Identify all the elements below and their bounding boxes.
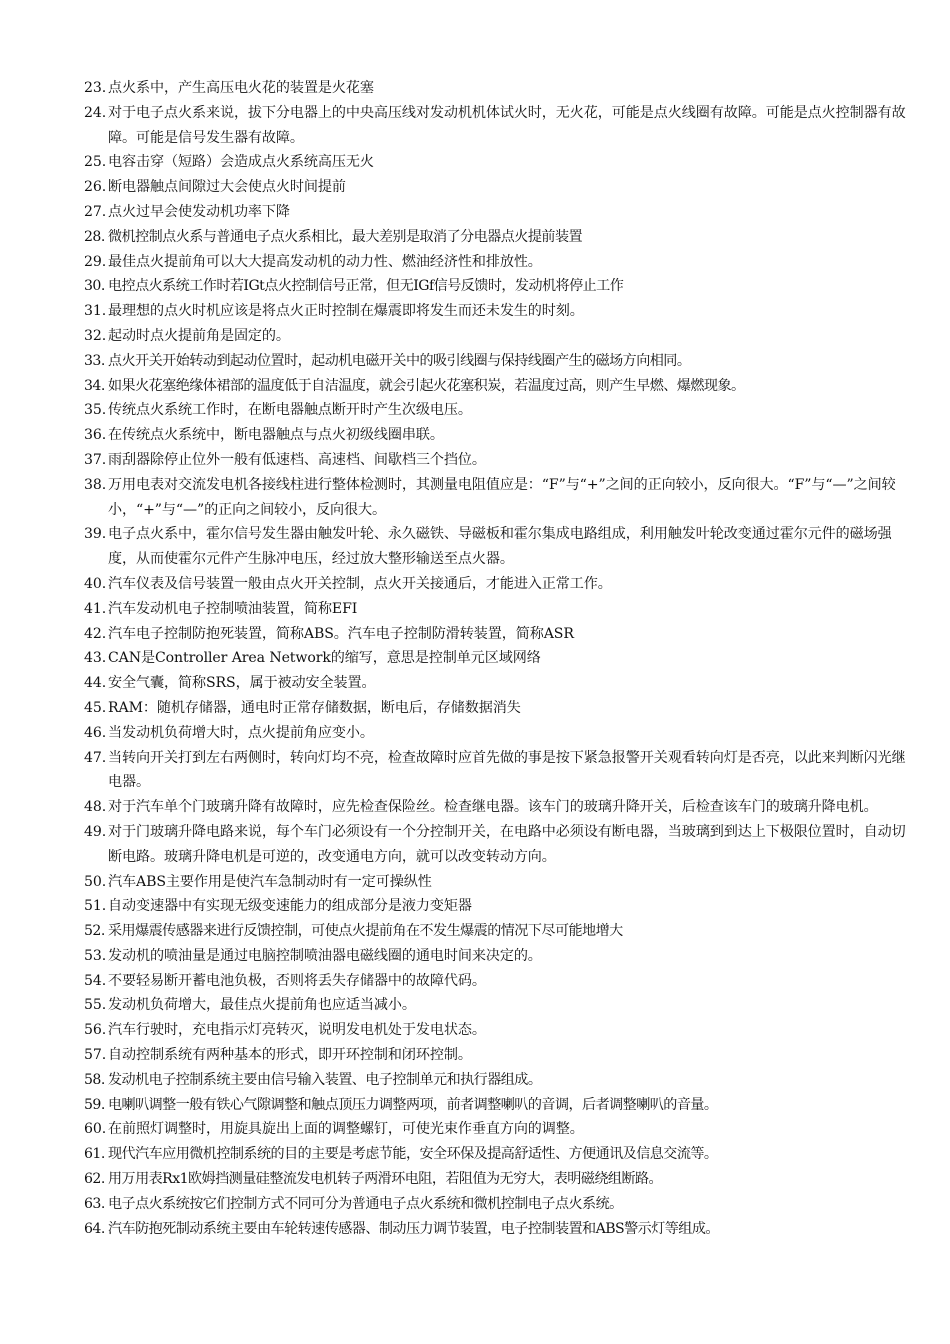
list-item bbox=[84, 1167, 910, 1192]
item-text: 点火过早会使发动机功率下降 bbox=[108, 203, 290, 220]
item-number: 38. bbox=[84, 476, 107, 493]
item-text: 汽车发动机电子控制喷油装置，简称EFI bbox=[108, 600, 358, 617]
item-text: 安全气囊，简称SRS，属于被动安全装置。 bbox=[108, 675, 376, 692]
item-text: 在传统点火系统中，断电器触点与点火初级线圈串联。 bbox=[108, 427, 444, 444]
item-text: 汽车行驶时，充电指示灯亮转灭，说明发电机处于发电状态。 bbox=[108, 1022, 486, 1039]
item-text: 电控点火系统工作时若IGt点火控制信号正常，但无IGf信号反馈时，发动机将停止工作 bbox=[108, 278, 624, 295]
list-item bbox=[84, 1093, 910, 1118]
list-item bbox=[84, 225, 910, 250]
item-text: 对于电子点火系来说，拔下分电器上的中央高压线对发动机机体试火时，无火花，可能是点火线圈有故障。可能是点火控制器有故障。可能是信号发生器有故障。 bbox=[108, 104, 906, 146]
list-item bbox=[84, 250, 910, 275]
list-item bbox=[84, 597, 910, 622]
item-text: 汽车防抱死制动系统主要由车轮转速传感器、制动压力调节装置，电子控制装置和ABS警示灯等组成。 bbox=[108, 1220, 719, 1237]
list-item bbox=[84, 1043, 910, 1068]
list-item bbox=[84, 993, 910, 1018]
item-number: 64. bbox=[84, 1220, 105, 1237]
item-text: 发动机的喷油量是通过电脑控制喷油器电磁线圈的通电时间来决定的。 bbox=[108, 947, 542, 964]
item-number: 51. bbox=[84, 898, 107, 915]
item-text: 发动机负荷增大，最佳点火提前角也应适当减小。 bbox=[108, 997, 416, 1014]
item-number: 40. bbox=[84, 575, 107, 592]
list-item bbox=[84, 324, 910, 349]
item-number: 23. bbox=[84, 80, 107, 96]
list-item bbox=[84, 622, 910, 647]
item-number: 45. bbox=[84, 699, 107, 716]
list-item bbox=[84, 423, 910, 448]
item-text: RAM：随机存储器，通电时正常存储数据，断电后，存储数据消失 bbox=[108, 699, 521, 716]
item-text: 电容击穿（短路）会造成点火系统高压无火 bbox=[108, 154, 374, 171]
item-number: 57. bbox=[84, 1047, 107, 1064]
list-item bbox=[84, 820, 910, 870]
item-text: 电子点火系统按它们控制方式不同可分为普通电子点火系统和微机控制电子点火系统。 bbox=[108, 1195, 623, 1212]
list-item bbox=[84, 398, 910, 423]
list-item bbox=[84, 299, 910, 324]
item-text: 汽车ABS主要作用是使汽车急制动时有一定可操纵性 bbox=[108, 873, 432, 890]
item-number: 39. bbox=[84, 526, 107, 543]
item-text: 对于汽车单个门玻璃升降有故障时，应先检查保险丝。检查继电器。该车门的玻璃升降开关，后检查该车门的玻璃升降电机。 bbox=[108, 799, 878, 816]
item-text: 最佳点火提前角可以大大提高发动机的动力性、燃油经济性和排放性。 bbox=[108, 253, 542, 270]
item-number: 60. bbox=[84, 1121, 107, 1138]
item-text: 微机控制点火系与普通电子点火系相比，最大差别是取消了分电器点火提前装置 bbox=[108, 228, 583, 245]
item-text: 发动机电子控制系统主要由信号输入装置、电子控制单元和执行器组成。 bbox=[108, 1071, 542, 1088]
item-text: 雨刮器除停止位外一般有低速档、高速档、间歇档三个挡位。 bbox=[108, 451, 486, 468]
item-number: 49. bbox=[84, 823, 107, 840]
item-text: 汽车电子控制防抱死装置，简称ABS。汽车电子控制防滑转装置，简称ASR bbox=[108, 625, 574, 642]
list-item bbox=[84, 1117, 910, 1142]
list-item bbox=[84, 671, 910, 696]
item-number: 55. bbox=[84, 997, 107, 1014]
item-text: 汽车仪表及信号装置一般由点火开关控制，点火开关接通后，才能进入正常工作。 bbox=[108, 575, 612, 592]
item-text: 起动时点火提前角是固定的。 bbox=[108, 327, 290, 344]
item-text: 点火系中，产生高压电火花的装置是火花塞 bbox=[108, 80, 374, 96]
item-number: 29. bbox=[84, 253, 107, 270]
item-text: CAN是Controller Area Network的缩写，意思是控制单元区域网络 bbox=[108, 650, 541, 667]
list-item bbox=[84, 870, 910, 895]
item-number: 24. bbox=[84, 104, 107, 121]
item-text: 对于门玻璃升降电路来说，每个车门必须设有一个分控制开关，在电路中必须设有断电器，当玻璃到到达上下极限位置时，自动切断电路。玻璃升降电机是可逆的，改变通电方向，就可以改变转动方向。 bbox=[108, 823, 906, 865]
list-item bbox=[84, 572, 910, 597]
item-text: 当转向开关打到左右两侧时，转向灯均不亮，检查故障时应首先做的事是按下紧急报警开关观看转向灯是否亮，以此来判断闪光继电器。 bbox=[108, 749, 906, 791]
list-item bbox=[84, 1217, 910, 1242]
list-item bbox=[84, 522, 910, 572]
item-text: 点火开关开始转动到起动位置时，起动机电磁开关中的吸引线圈与保持线圈产生的磁场方向相同。 bbox=[108, 352, 691, 369]
list-item bbox=[84, 795, 910, 820]
list-item bbox=[84, 944, 910, 969]
list-item bbox=[84, 1142, 910, 1167]
list-item bbox=[84, 374, 910, 399]
item-number: 61. bbox=[84, 1146, 105, 1163]
list-item bbox=[84, 1192, 910, 1217]
item-text: 最理想的点火时机应该是将点火正时控制在爆震即将发生而还未发生的时刻。 bbox=[108, 303, 584, 320]
item-text: 如果火花塞绝缘体裙部的温度低于自洁温度，就会引起火花塞积炭，若温度过高，则产生早燃、爆燃现象。 bbox=[108, 377, 745, 394]
item-text: 传统点火系统工作时，在断电器触点断开时产生次级电压。 bbox=[108, 402, 472, 419]
item-text: 断电器触点间隙过大会使点火时间提前 bbox=[108, 179, 346, 196]
item-text: 在前照灯调整时，用旋具旋出上面的调整螺钉，可使光束作垂直方向的调整。 bbox=[108, 1121, 584, 1138]
item-number: 27. bbox=[84, 203, 107, 220]
item-number: 37. bbox=[84, 451, 107, 468]
list-item bbox=[84, 919, 910, 944]
item-number: 56. bbox=[84, 1022, 107, 1039]
list-item bbox=[84, 76, 910, 101]
item-text: 用万用表Rx1欧姆挡测量硅整流发电机转子两滑环电阻，若阻值为无穷大，表明磁绕组断路。 bbox=[108, 1171, 663, 1188]
list-item bbox=[84, 696, 910, 721]
item-text: 自动变速器中有实现无级变速能力的组成部分是液力变矩器 bbox=[108, 898, 472, 915]
item-number: 46. bbox=[84, 724, 107, 741]
list-item bbox=[84, 101, 910, 151]
item-text: 当发动机负荷增大时，点火提前角应变小。 bbox=[108, 724, 374, 741]
item-number: 35. bbox=[84, 402, 107, 419]
item-text: 自动控制系统有两种基本的形式，即开环控制和闭环控制。 bbox=[108, 1047, 472, 1064]
list-item bbox=[84, 175, 910, 200]
list-item bbox=[84, 200, 910, 225]
question-list bbox=[84, 76, 910, 1241]
item-text: 现代汽车应用微机控制系统的目的主要是考虑节能，安全环保及提高舒适性、方便通讯及信息交流等。 bbox=[108, 1146, 718, 1163]
list-item bbox=[84, 448, 910, 473]
item-text: 不要轻易断开蓄电池负极，否则将丢失存储器中的故障代码。 bbox=[108, 972, 486, 989]
item-number: 36. bbox=[84, 427, 107, 444]
item-number: 26. bbox=[84, 179, 107, 196]
item-number: 31. bbox=[84, 303, 107, 320]
item-number: 25. bbox=[84, 154, 107, 171]
list-item bbox=[84, 746, 910, 796]
list-item bbox=[84, 473, 910, 523]
list-item bbox=[84, 894, 910, 919]
list-item bbox=[84, 349, 910, 374]
item-number: 32. bbox=[84, 327, 107, 344]
list-item bbox=[84, 1068, 910, 1093]
item-number: 44. bbox=[84, 675, 107, 692]
item-number: 43. bbox=[84, 650, 107, 667]
item-number: 52. bbox=[84, 923, 105, 940]
item-number: 50. bbox=[84, 873, 107, 890]
item-text: 电喇叭调整一般有铁心气隙调整和触点顶压力调整两项，前者调整喇叭的音调，后者调整喇叭的音量。 bbox=[108, 1096, 718, 1113]
item-text: 万用电表对交流发电机各接线柱进行整体检测时，其测量电阻值应是：“F”与“+”之间的正向较小，反向很大。“F”与“—”之间较小，“+”与“—”的正向之间较小，反向很大。 bbox=[108, 476, 896, 518]
item-number: 54. bbox=[84, 972, 107, 989]
item-text: 电子点火系中，霍尔信号发生器由触发叶轮、永久磁铁、导磁板和霍尔集成电路组成，利用触发叶轮改变通过霍尔元件的磁场强度，从而使霍尔元件产生脉冲电压，经过放大整形输送至点火器。 bbox=[108, 526, 892, 568]
list-item bbox=[84, 150, 910, 175]
item-number: 62. bbox=[84, 1171, 105, 1188]
item-number: 34. bbox=[84, 377, 105, 394]
item-number: 59. bbox=[84, 1096, 105, 1113]
item-number: 41. bbox=[84, 600, 107, 617]
item-number: 48. bbox=[84, 799, 107, 816]
item-number: 58. bbox=[84, 1071, 105, 1088]
item-number: 28. bbox=[84, 228, 105, 245]
item-number: 30. bbox=[84, 278, 105, 295]
item-number: 42. bbox=[84, 625, 107, 642]
list-item bbox=[84, 1018, 910, 1043]
list-item bbox=[84, 274, 910, 299]
item-number: 53. bbox=[84, 947, 107, 964]
item-number: 47. bbox=[84, 749, 107, 766]
list-item bbox=[84, 969, 910, 994]
list-item bbox=[84, 646, 910, 671]
item-number: 33. bbox=[84, 352, 105, 369]
item-number: 63. bbox=[84, 1195, 105, 1212]
list-item bbox=[84, 721, 910, 746]
item-text: 采用爆震传感器来进行反馈控制，可使点火提前角在不发生爆震的情况下尽可能地增大 bbox=[108, 923, 623, 940]
